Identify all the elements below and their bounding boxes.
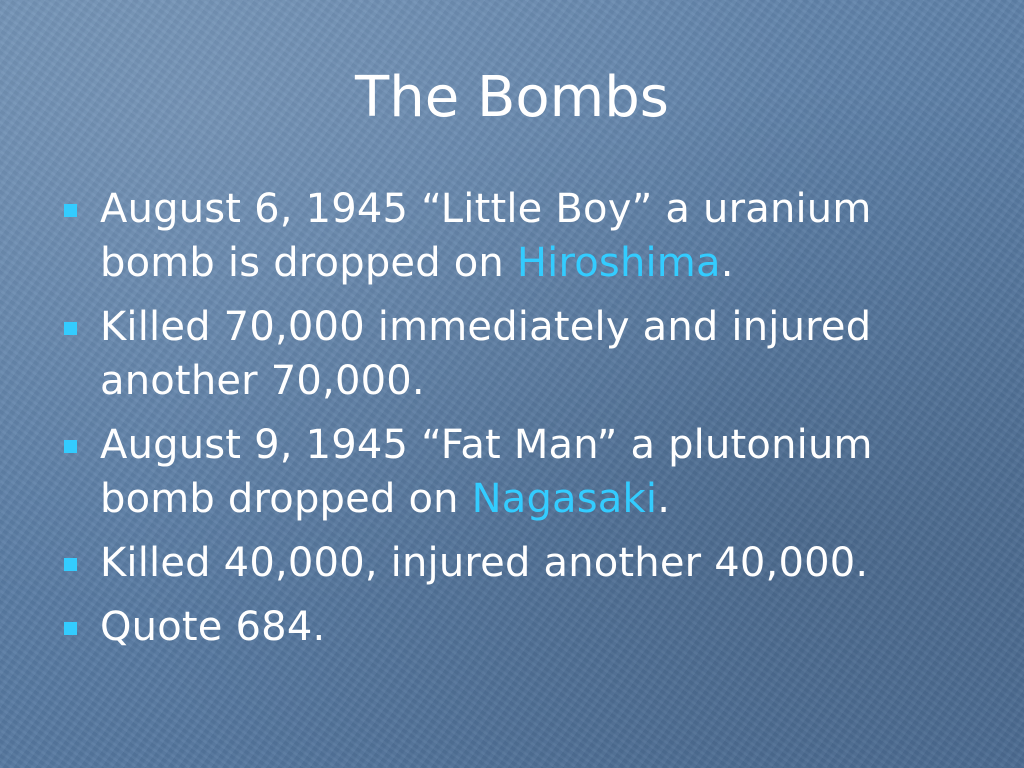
bullet-item-hiroshima xyxy=(62,182,902,290)
square-bullet-icon xyxy=(64,622,77,635)
bullet-item-quote xyxy=(62,600,902,654)
square-bullet-icon xyxy=(64,322,77,335)
bullet-item-nagasaki xyxy=(62,418,902,526)
square-bullet-icon xyxy=(64,440,77,453)
bullet-text: August 9, 1945 “Fat Man” a plutonium bomb dropped on xyxy=(100,422,873,522)
bullet-text: August 6, 1945 “Little Boy” a uranium bomb is dropped on xyxy=(100,186,872,286)
hiroshima-link[interactable]: Hiroshima xyxy=(516,240,721,286)
nagasaki-link[interactable]: Nagasaki xyxy=(471,476,658,522)
bullet-item-killed-70000 xyxy=(62,300,902,408)
bullet-text-end: . xyxy=(657,476,671,522)
bullet-text: Quote 684. xyxy=(100,604,326,650)
square-bullet-icon xyxy=(64,558,77,571)
bullet-list xyxy=(62,182,902,664)
bullet-text: Killed 70,000 immediately and injured another 70,000. xyxy=(100,304,872,404)
bullet-item-killed-40000 xyxy=(62,536,902,590)
bullet-text-end: . xyxy=(720,240,734,286)
square-bullet-icon xyxy=(64,204,77,217)
slide-title: The Bombs xyxy=(355,65,669,130)
bullet-text: Killed 40,000, injured another 40,000. xyxy=(100,540,869,586)
